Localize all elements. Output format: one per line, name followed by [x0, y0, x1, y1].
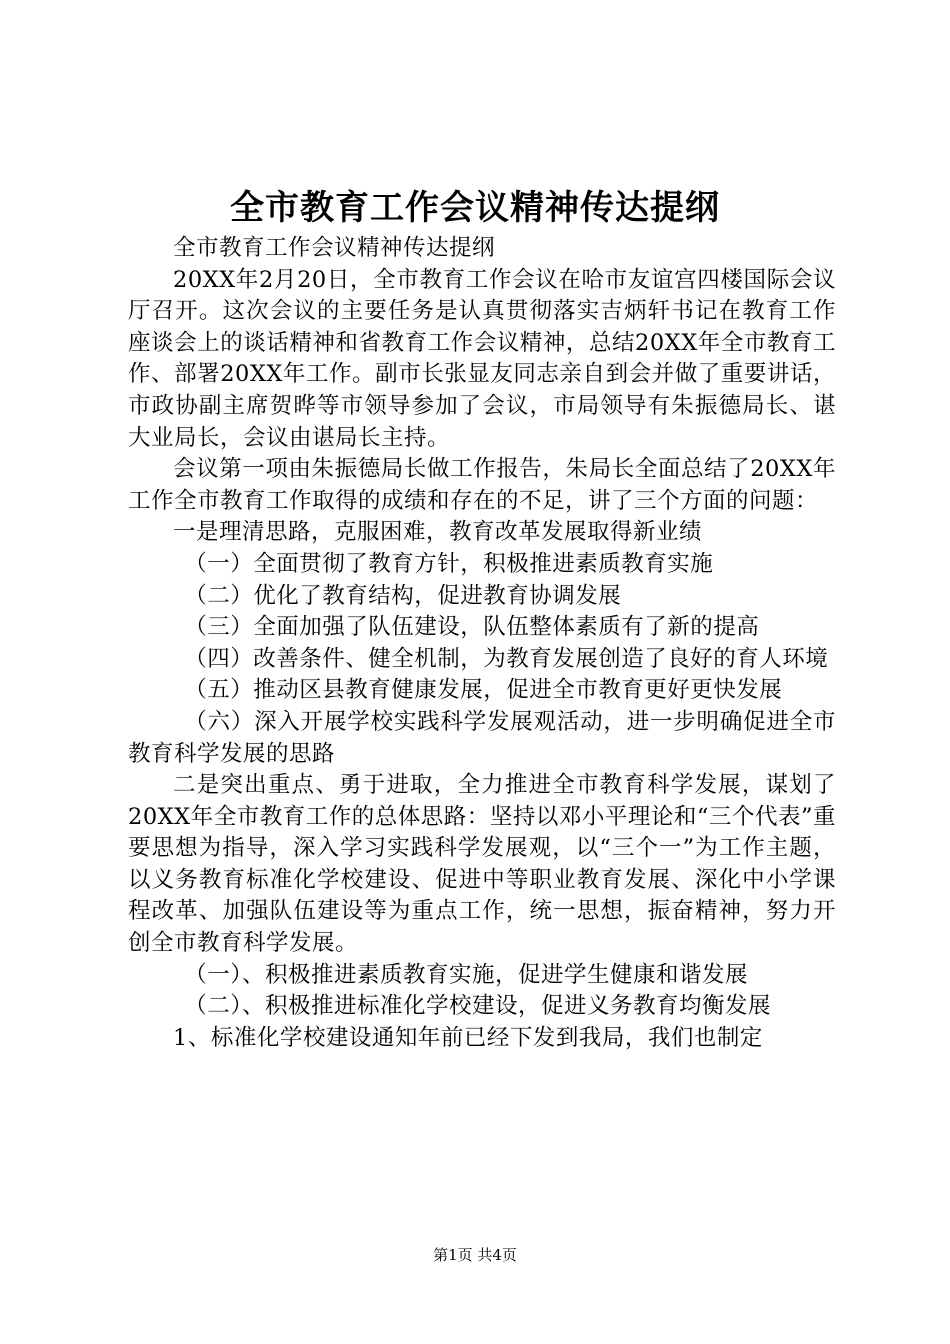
paragraph-heading-repeat: 全市教育工作会议精神传达提纲 — [173, 235, 496, 261]
section-one-item-6: （六）深入开展学校实践科学发展观活动，进一步明确促进全市教育科学发展的思路 — [128, 708, 836, 767]
section-one-item-4: （四）改善条件、健全机制，为教育发展创造了良好的育人环境 — [184, 645, 829, 672]
paragraph-intro: 20XX年2月20日，全市教育工作会议在哈市友谊宫四楼国际会议厅召开。这次会议的主要任务是认真贯彻落实吉炳轩书记在教育工作座谈会上的谈话精神和省教育工作会议精神，总结20XX年全市教育工作、部署20XX年工作。副市长张显友同志亲自到会并做了重要讲话，市政协副主席贺晔等市领导参加了会议，市局领导有朱振德局长、谌大业局长，会议由谌局长主持。 — [128, 266, 836, 451]
section-one-item-3: （三）全面加强了队伍建设，队伍整体素质有了新的提高 — [184, 614, 760, 641]
section-one-item-5: （五）推动区县教育健康发展，促进全市教育更好更快发展 — [184, 677, 783, 704]
section-one-heading: 一是理清思路，克服困难，教育改革发展取得新业绩 — [173, 519, 703, 546]
document-title: 全市教育工作会议精神传达提纲 — [230, 188, 720, 228]
paragraph-report: 会议第一项由朱振德局长做工作报告，朱局长全面总结了20XX年工作全市教育工作取得的成绩和存在的不足，讲了三个方面的问题： — [128, 456, 836, 514]
page-footer: 第1页 共4页 — [433, 1246, 517, 1264]
section-one-item-2: （二）优化了教育结构，促进教育协调发展 — [184, 582, 622, 609]
section-two-item-2: （二）、积极推进标准化学校建设，促进义务教育均衡发展 — [184, 993, 772, 1020]
section-two-point-1: 1、标准化学校建设通知年前已经下发到我局，我们也制定 — [173, 1024, 763, 1051]
section-two-heading: 二是突出重点、勇于进取，全力推进全市教育科学发展，谋划了20XX年全市教育工作的总体思路：坚持以邓小平理论和“三个代表”重要思想为指导，深入学习实践科学发展观，以“三个一”为工作主题，以义务教育标准化学校建设、促进中等职业教育发展、深化中小学课程改革、加强队伍建设等为重点工作，统一思想，振奋精神，努力开创全市教育科学发展。 — [128, 772, 836, 957]
section-two-item-1: （一）、积极推进素质教育实施，促进学生健康和谐发展 — [184, 961, 749, 988]
section-one-item-1: （一）全面贯彻了教育方针，积极推进素质教育实施 — [184, 550, 714, 577]
document-body — [128, 233, 836, 1054]
